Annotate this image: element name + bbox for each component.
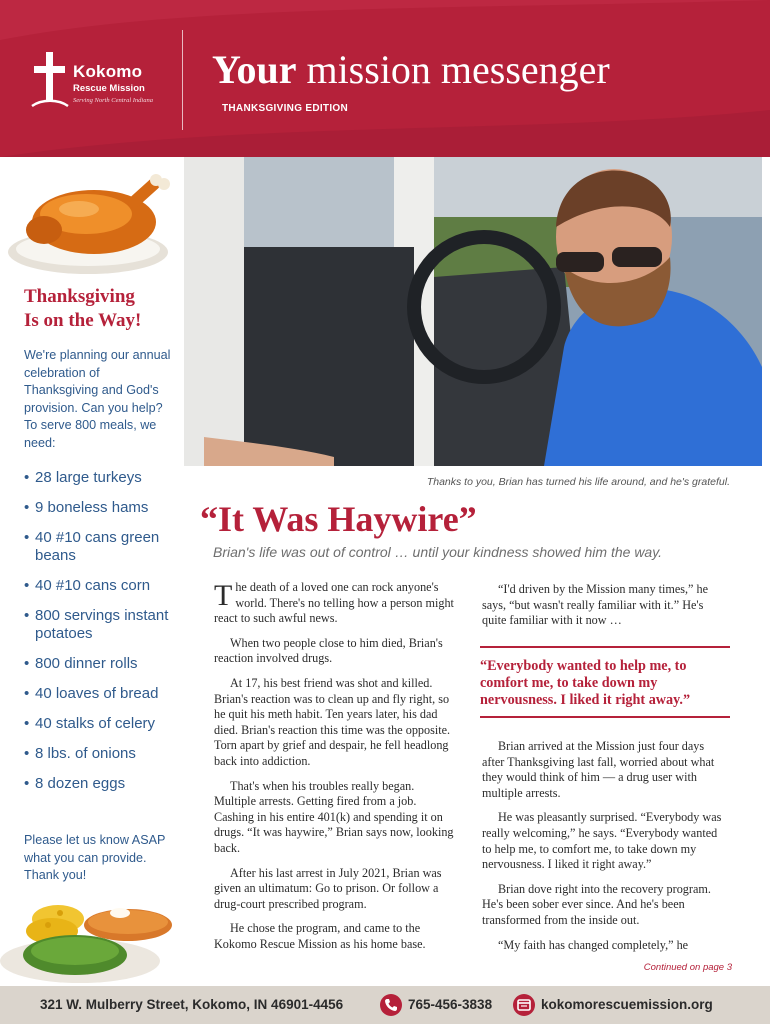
edition-label: THANKSGIVING EDITION — [222, 103, 349, 114]
header-divider — [182, 30, 183, 130]
paragraph — [214, 580, 456, 627]
turkey-illustration — [4, 172, 176, 277]
footer — [0, 986, 770, 1024]
article-column-2-top — [482, 582, 728, 638]
footer-address: 321 W. Mulberry Street, Kokomo, IN 46901-4456 — [40, 997, 344, 1012]
masthead-bold: Your — [212, 47, 297, 92]
footer-phone[interactable]: 765-456-3838 — [408, 997, 493, 1012]
continued-note: Continued on page 3 — [643, 962, 732, 973]
org-name-line2: Rescue Mission — [73, 83, 145, 94]
web-icon — [513, 994, 535, 1016]
sidebar — [0, 157, 184, 987]
list-item: • 8 dozen eggs — [24, 775, 184, 793]
paragraph: “I'd driven by the Mission many times,” he says, “but wasn't really familiar with it.” He's quite familiar with it now … — [482, 582, 709, 628]
paragraph: “My faith has changed completely,” he — [498, 937, 689, 952]
paragraph: After his last arrest in July 2021, Brian was given an ultimatum: Go to prison. Or follow a drug-court prescribed program. — [214, 865, 442, 911]
sidebar-title-line1: Thanksgiving — [24, 286, 135, 307]
sidebar-title-line2: Is on the Way! — [24, 310, 142, 331]
article-column-1 — [214, 580, 456, 961]
drop-cap: T — [214, 579, 233, 612]
sidebar-title — [24, 285, 141, 333]
list-item: • 40 #10 cans green beans — [24, 529, 184, 565]
needs-list — [24, 469, 184, 805]
list-item: • 28 large turkeys — [24, 469, 184, 487]
list-item: • 800 servings instant potatoes — [24, 607, 184, 643]
list-item: • 8 lbs. of onions — [24, 745, 184, 763]
list-item: • 40 stalks of celery — [24, 715, 184, 733]
pull-quote-rule-bottom — [480, 716, 730, 718]
header-banner — [0, 0, 770, 157]
sidebar-intro: We're planning our annual celebration of Thanksgiving and God's provision. Can you help? To serve 800 meals, we need: — [24, 348, 171, 450]
list-item: • 40 #10 cans corn — [24, 577, 184, 595]
list-item: • 40 loaves of bread — [24, 685, 184, 703]
list-item: • 9 boneless hams — [24, 499, 184, 517]
hero-photo — [184, 157, 762, 466]
paragraph: Brian arrived at the Mission just four days after Thanksgiving last fall, worried about what they would think of him — a drug user with multiple arrests. — [482, 739, 715, 800]
list-item: • 800 dinner rolls — [24, 655, 184, 673]
cross-icon — [30, 52, 70, 108]
paragraph: He was pleasantly surprised. “Everybody was really welcoming,” he says. “Everybody wanted to help me, to comfort me, to take down my nervousness. I liked it right away.” — [482, 810, 722, 872]
photo-brian-in-truck — [184, 157, 762, 466]
pull-quote: “Everybody wanted to help me, to comfort me, to take down my nervousness. I liked it right away.” — [480, 658, 691, 708]
org-logo[interactable] — [30, 46, 180, 116]
paragraph-text: he death of a loved one can rock anyone's world. There's no telling how a person might react to such awful news. — [214, 580, 454, 626]
paragraph: When two people close to him died, Brian's reaction involved drugs. — [214, 635, 443, 666]
article-deck: Brian's life was out of control … until your kindness showed him the way. — [213, 544, 663, 560]
phone-icon — [380, 994, 402, 1016]
org-name-line1: Kokomo — [73, 62, 143, 81]
article-column-2-bottom — [482, 739, 728, 962]
photo-caption: Thanks to you, Brian has turned his life around, and he's grateful. — [426, 476, 730, 488]
paragraph: At 17, his best friend was shot and killed. Brian's reaction was to clean up and fly right, so he quit his meth habit. Ten years later, his dad died. Brian's reaction this time was the opposite. Torn apart by grief and despair, he fell headlong back into addiction. — [214, 675, 451, 768]
org-tagline: Serving North Central Indiana — [73, 97, 153, 104]
footer-website[interactable]: kokomorescuemission.org — [541, 997, 713, 1012]
masthead-rest: mission messenger — [296, 47, 610, 92]
paragraph: That's when his troubles really began. Multiple arrests. Getting fired from a job. Cashing in his entire 401(k) and spending it on drugs. “It was haywire,” Brian says now, looking back. — [214, 778, 454, 855]
article-headline: “It Was Haywire” — [200, 499, 477, 539]
paragraph: Brian dove right into the recovery program. He's been sober ever since. And he's been transformed from the inside out. — [482, 881, 711, 927]
pull-quote-rule-top — [480, 646, 730, 648]
paragraph: He chose the program, and came to the Kokomo Rescue Mission as his home base. — [214, 921, 426, 951]
side-dishes-illustration — [0, 889, 184, 987]
masthead-title — [212, 47, 610, 92]
sidebar-closing: Please let us know ASAP what you can provide. Thank you! — [24, 833, 166, 882]
